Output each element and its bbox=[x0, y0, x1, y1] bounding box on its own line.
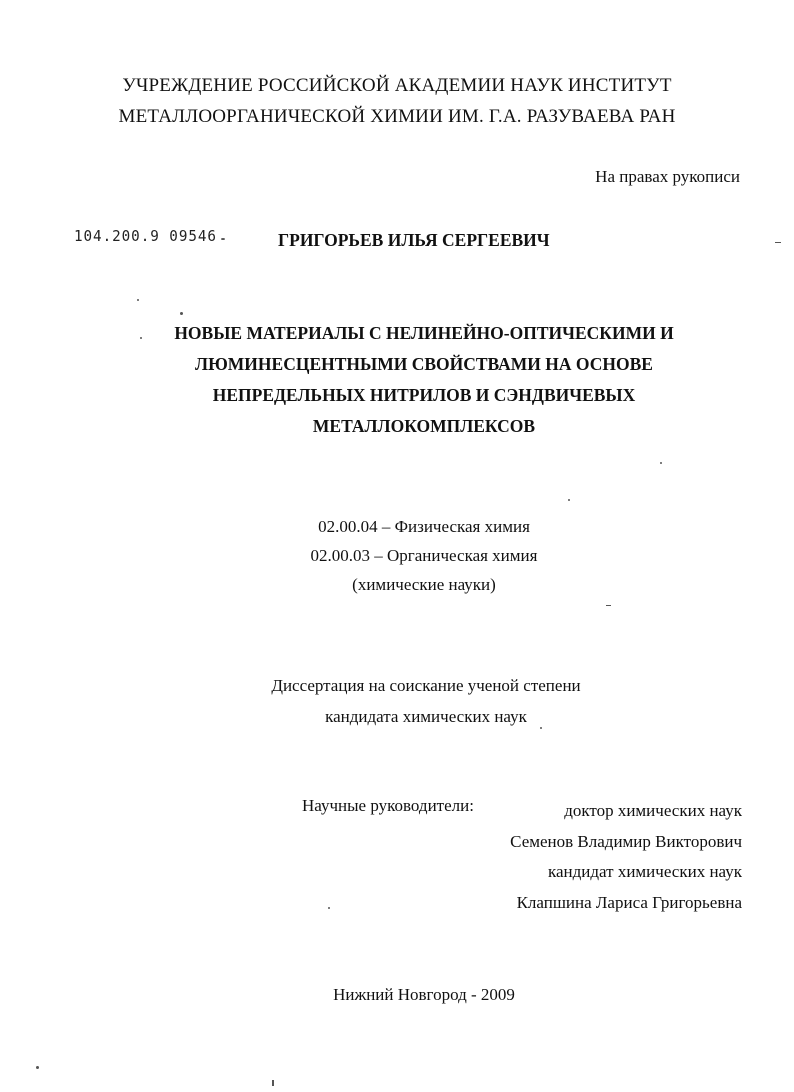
title-line-3: НЕПРЕДЕЛЬНЫХ НИТРИЛОВ И СЭНДВИЧЕВЫХ bbox=[212, 385, 636, 405]
scan-speck bbox=[221, 238, 225, 240]
institution-header bbox=[0, 70, 794, 132]
supervisor-2-degree: кандидат химических наук bbox=[548, 862, 742, 881]
scan-speck bbox=[606, 605, 611, 606]
science-field: (химические науки) bbox=[352, 575, 496, 594]
supervisor-1-degree: доктор химических наук bbox=[564, 801, 742, 820]
institution-line-1: УЧРЕЖДЕНИЕ РОССИЙСКОЙ АКАДЕМИИ НАУК ИНСТИТУТ bbox=[122, 75, 672, 96]
scan-speck bbox=[568, 499, 570, 501]
scan-speck bbox=[137, 299, 139, 301]
supervisors-list bbox=[510, 796, 742, 918]
dissertation-title bbox=[0, 318, 794, 442]
scan-speck bbox=[540, 727, 542, 729]
scan-speck bbox=[272, 1080, 274, 1086]
title-line-2: ЛЮМИНЕСЦЕНТНЫМИ СВОЙСТВАМИ НА ОСНОВЕ bbox=[195, 354, 653, 374]
scan-speck bbox=[140, 337, 142, 339]
scan-speck bbox=[660, 462, 662, 464]
scan-speck bbox=[775, 242, 781, 243]
author-name: ГРИГОРЬЕВ ИЛЬЯ СЕРГЕЕВИЧ bbox=[278, 230, 550, 250]
archive-stamp-number: 104.200.9 09546 bbox=[74, 227, 217, 245]
scan-speck bbox=[180, 312, 183, 315]
specialty-physical-chemistry: 02.00.04 – Физическая химия bbox=[318, 517, 530, 536]
degree-line-2: кандидата химических наук bbox=[325, 707, 527, 726]
title-line-4: МЕТАЛЛОКОМПЛЕКСОВ bbox=[312, 416, 536, 436]
supervisors-label: Научные руководители: bbox=[302, 796, 474, 815]
title-line-1: НОВЫЕ МАТЕРИАЛЫ С НЕЛИНЕЙНО-ОПТИЧЕСКИМИ И bbox=[174, 323, 674, 343]
specialty-codes bbox=[0, 512, 794, 599]
institution-line-2: МЕТАЛЛООРГАНИЧЕСКОЙ ХИМИИ ИМ. Г.А. РАЗУВАЕВА РАН bbox=[118, 106, 676, 127]
degree-statement bbox=[0, 670, 794, 732]
city-year: Нижний Новгород - 2009 bbox=[333, 985, 515, 1004]
scan-speck bbox=[36, 1066, 39, 1069]
degree-line-1: Диссертация на соискание ученой степени bbox=[271, 676, 581, 695]
supervisor-2-name: Клапшина Лариса Григорьевна bbox=[516, 892, 742, 912]
supervisor-1-name: Семенов Владимир Викторович bbox=[510, 831, 742, 851]
scan-speck bbox=[328, 907, 330, 909]
rights-note: На правах рукописи bbox=[595, 167, 740, 186]
specialty-organic-chemistry: 02.00.03 – Органическая химия bbox=[310, 546, 538, 565]
